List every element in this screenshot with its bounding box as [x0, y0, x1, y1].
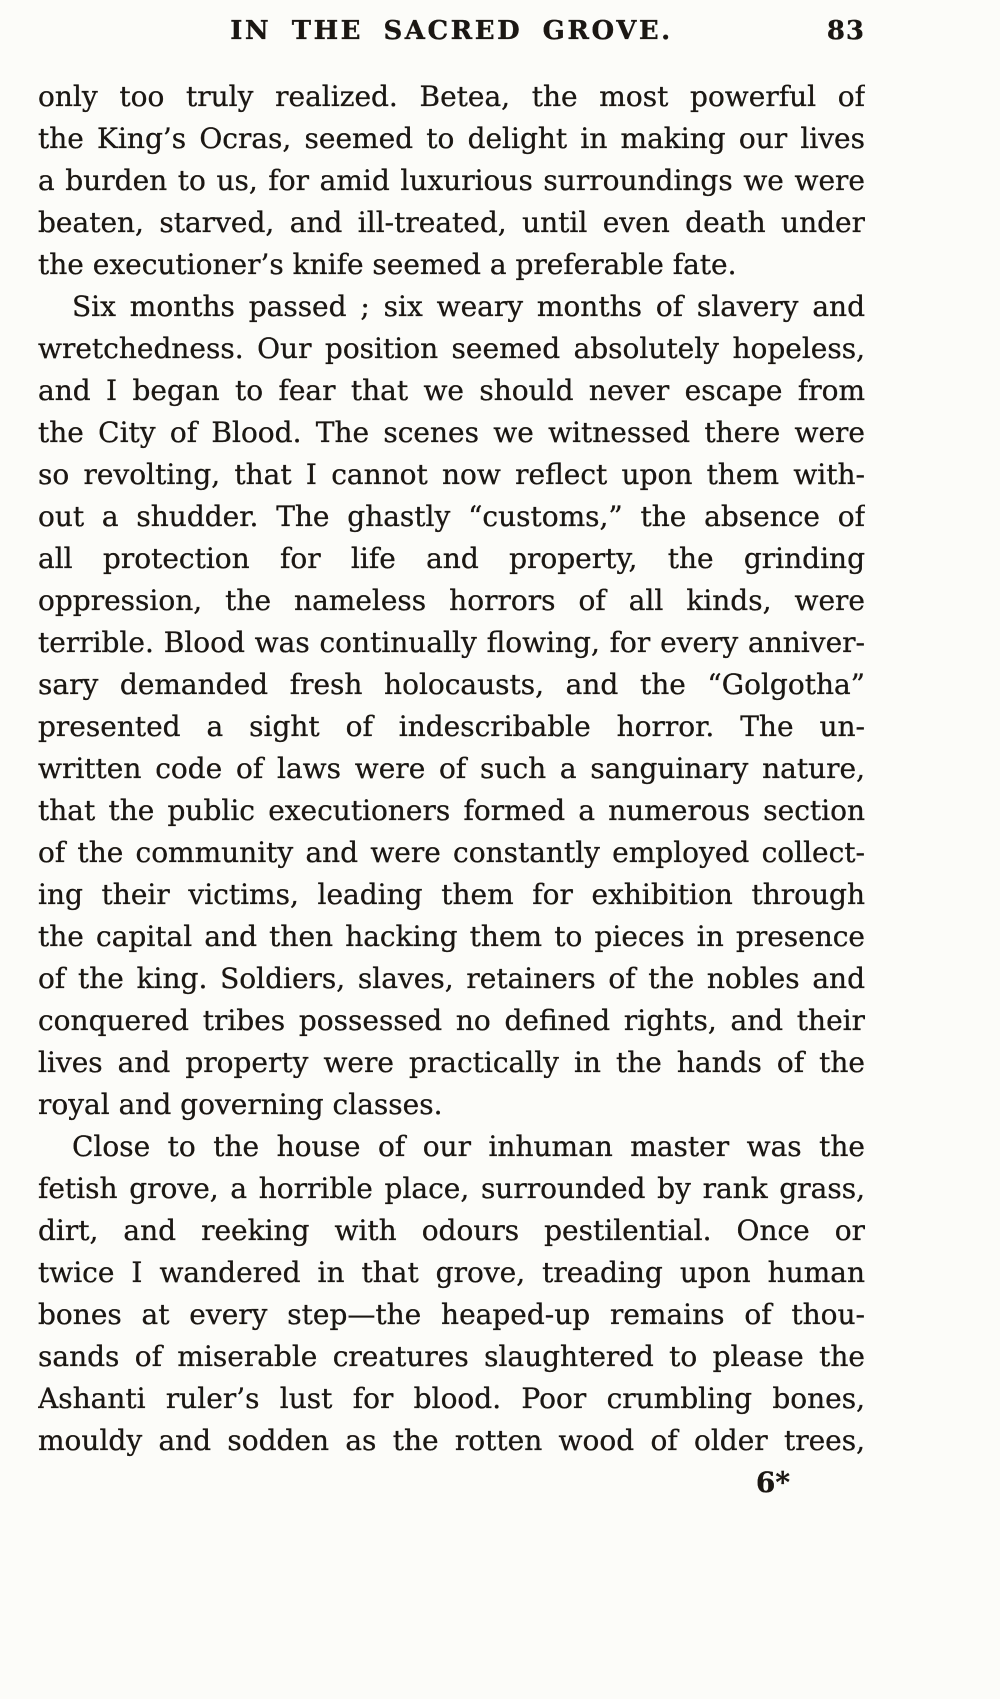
- text-line: fetish grove, a horrible place, surrounded by rank grass,: [38, 1172, 865, 1205]
- text-line: lives and property were practically in the hands of the: [38, 1046, 865, 1079]
- text-line: Six months passed ; six weary months of slavery and: [72, 290, 865, 323]
- text-line: twice I wandered in that grove, treading upon human: [38, 1256, 865, 1289]
- signature-mark: 6*: [755, 1466, 790, 1499]
- text-line: beaten, starved, and ill-treated, until even death under: [38, 206, 865, 239]
- text-line: the executioner’s knife seemed a preferable fate.: [38, 248, 737, 281]
- text-line: sary demanded fresh holocausts, and the “Golgotha”: [38, 668, 865, 701]
- page-body: [38, 76, 865, 1462]
- text-line: so revolting, that I cannot now reflect upon them with-: [38, 458, 865, 491]
- text-line: terrible. Blood was continually flowing, for every anniver-: [38, 626, 865, 659]
- text-line: oppression, the nameless horrors of all kinds, were: [38, 584, 865, 617]
- text-line: bones at every step—the heaped-up remains of thou-: [38, 1298, 865, 1331]
- page-footer: [38, 1466, 865, 1500]
- text-line: that the public executioners formed a numerous section: [38, 794, 865, 827]
- text-line: wretchedness. Our position seemed absolutely hopeless,: [38, 332, 865, 365]
- text-line: a burden to us, for amid luxurious surroundings we were: [38, 164, 865, 197]
- paragraph: [38, 76, 865, 286]
- text-line: the City of Blood. The scenes we witnessed there were: [38, 416, 865, 449]
- page-header: [38, 16, 865, 66]
- text-line: dirt, and reeking with odours pestilential. Once or: [38, 1214, 865, 1247]
- page-number: 83: [826, 16, 865, 46]
- text-line: only too truly realized. Betea, the most powerful of: [38, 80, 865, 113]
- text-line: all protection for life and property, the grinding: [38, 542, 865, 575]
- text-line: the King’s Ocras, seemed to delight in making our lives: [38, 122, 865, 155]
- running-head: IN THE SACRED GROVE.: [230, 16, 673, 46]
- text-line: presented a sight of indescribable horror. The un-: [38, 710, 865, 743]
- text-line: sands of miserable creatures slaughtered to please the: [38, 1340, 865, 1373]
- text-line: royal and governing classes.: [38, 1088, 443, 1121]
- text-line: of the king. Soldiers, slaves, retainers of the nobles and: [38, 962, 865, 995]
- text-line: Ashanti ruler’s lust for blood. Poor crumbling bones,: [38, 1382, 865, 1415]
- text-line: out a shudder. The ghastly “customs,” the absence of: [38, 500, 865, 533]
- text-line: ing their victims, leading them for exhibition through: [38, 878, 865, 911]
- text-line: written code of laws were of such a sanguinary nature,: [38, 752, 865, 785]
- text-line: of the community and were constantly employed collect-: [38, 836, 865, 869]
- paragraph: [38, 286, 865, 1126]
- text-line: mouldy and sodden as the rotten wood of older trees,: [38, 1424, 865, 1457]
- paragraph: [38, 1126, 865, 1462]
- text-line: conquered tribes possessed no defined rights, and their: [38, 1004, 865, 1037]
- text-line: the capital and then hacking them to pieces in presence: [38, 920, 865, 953]
- text-line: and I began to fear that we should never escape from: [38, 374, 865, 407]
- text-line: Close to the house of our inhuman master was the: [72, 1130, 865, 1163]
